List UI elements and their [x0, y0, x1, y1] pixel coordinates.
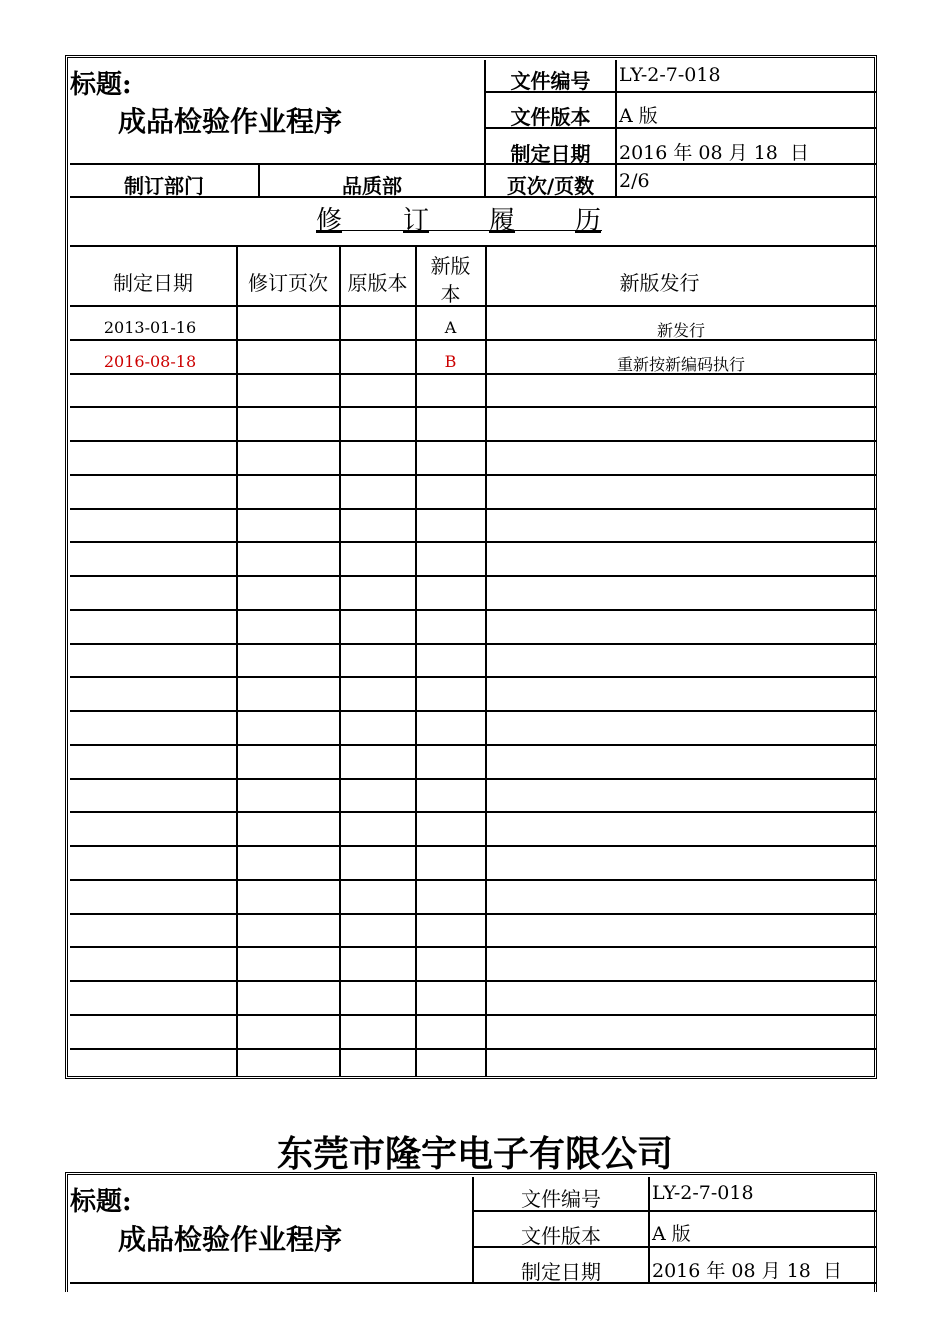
table-row-line: [70, 474, 876, 476]
row-description: 新发行: [656, 321, 705, 340]
col-header-page: 修订页次: [248, 271, 328, 295]
page-value: 2/6: [619, 170, 650, 192]
dept-value: 品质部: [342, 174, 402, 198]
table-row-line: [70, 879, 876, 881]
table-row-line: [70, 913, 876, 915]
table-row-line: [70, 946, 876, 948]
table-row-line: [70, 1048, 876, 1050]
doc-no-label: 文件编号: [510, 69, 591, 93]
table-row-line: [70, 778, 876, 780]
row-date: 2016-08-18: [103, 352, 197, 371]
table-row-line: [70, 980, 876, 982]
revision-title-char: 订: [403, 206, 430, 236]
header-divider: [70, 245, 876, 247]
date-label: 制定日期: [510, 142, 591, 166]
revision-title-underline: [316, 230, 602, 231]
table-row-line: [70, 541, 876, 543]
document-title-2: 成品检验作业程序: [118, 1223, 343, 1256]
table-row-line: [70, 811, 876, 813]
title-label: 标题:: [70, 70, 132, 100]
col-header-date: 制定日期: [113, 271, 193, 295]
table-row-line: [70, 406, 876, 408]
row-new-version: A: [444, 318, 457, 337]
col-header-new-version: 新版 本: [430, 254, 471, 306]
doc-no-label-2: 文件编号: [521, 1187, 601, 1211]
dept-label: 制订部门: [124, 174, 204, 198]
table-row-line: [70, 609, 876, 611]
table-column-line: [236, 245, 238, 1077]
date-label-2: 制定日期: [521, 1260, 601, 1284]
date-value-2: 2016 年 08 月 18 日: [652, 1260, 842, 1282]
table-row-line: [70, 845, 876, 847]
col-header-release: 新版发行: [619, 271, 700, 295]
table-row-line: [70, 710, 876, 712]
version-label-2: 文件版本: [521, 1224, 601, 1248]
table-column-line: [339, 245, 341, 1077]
row-description: 重新按新编码执行: [616, 355, 745, 374]
col-header-old-version: 原版本: [347, 271, 408, 295]
revision-title-char: 历: [575, 206, 602, 236]
date-value: 2016 年 08 月 18 日: [619, 142, 809, 164]
revision-title-char: 修: [316, 206, 343, 236]
row-new-version: B: [444, 352, 457, 371]
revision-title-char: 履: [489, 206, 516, 236]
version-value: A 版: [619, 105, 658, 127]
page-label: 页次/页数: [506, 174, 595, 198]
row-date: 2013-01-16: [103, 318, 197, 337]
company-name: 东莞市隆宇电子有限公司: [276, 1133, 673, 1175]
table-row-line: [70, 1014, 876, 1016]
document-frame: [65, 55, 877, 1079]
doc-no-value: LY-2-7-018: [619, 64, 721, 86]
table-row-line: [70, 575, 876, 577]
document-title: 成品检验作业程序: [118, 105, 343, 138]
table-row-line: [70, 744, 876, 746]
version-value-2: A 版: [652, 1223, 691, 1245]
table-row-line: [70, 643, 876, 645]
table-row-line: [70, 440, 876, 442]
title-label-2: 标题:: [70, 1187, 132, 1217]
doc-no-value-2: LY-2-7-018: [652, 1182, 754, 1204]
table-row-line: [70, 508, 876, 510]
header-divider: [648, 1177, 650, 1284]
version-label: 文件版本: [510, 105, 591, 129]
table-row-line: [70, 676, 876, 678]
